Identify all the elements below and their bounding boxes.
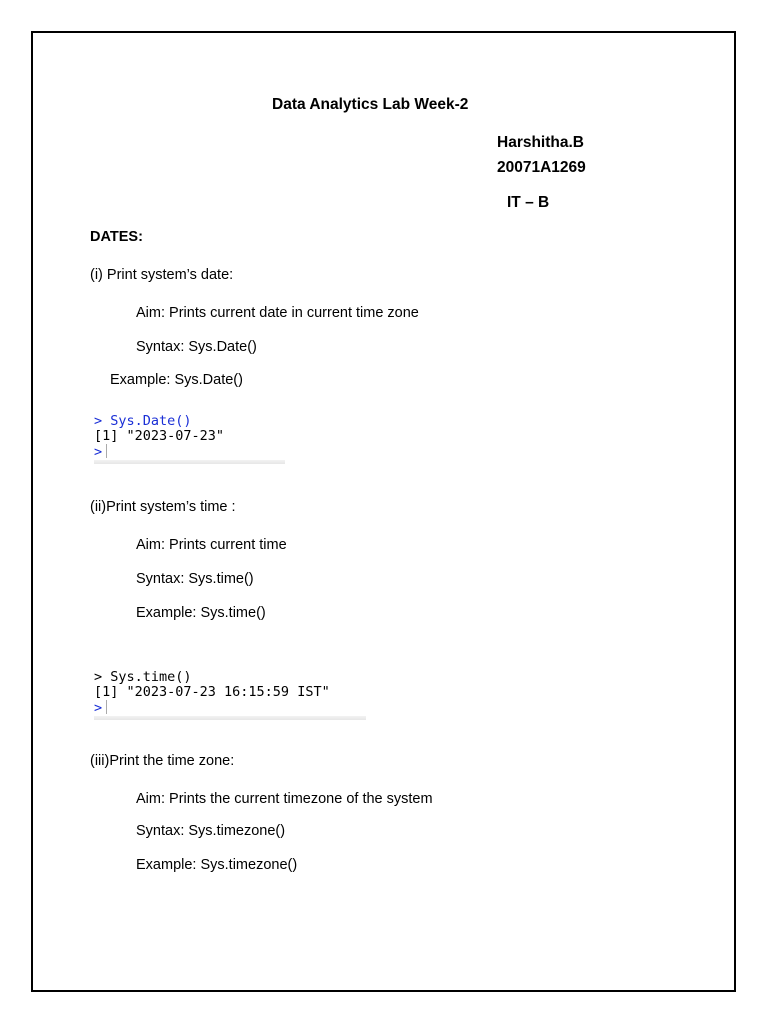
item-1-example: Example: Sys.Date() — [110, 372, 243, 388]
item-2-heading: (ii)Print system’s time : — [90, 499, 236, 515]
item-2-aim: Aim: Prints current time — [136, 537, 287, 553]
item-1-heading: (i) Print system’s date: — [90, 267, 234, 283]
author-name: Harshitha.B — [497, 134, 584, 151]
console-scroll-strip — [94, 460, 285, 464]
console-output-1 — [94, 414, 285, 464]
item-1-aim: Aim: Prints current date in current time zone — [136, 305, 419, 321]
console-prompt: > — [94, 700, 103, 716]
console-command: > Sys.Date() — [94, 413, 192, 429]
text-cursor — [106, 700, 107, 714]
console-prompt: > — [94, 444, 103, 460]
item-2-example: Example: Sys.time() — [136, 605, 266, 621]
section-heading: DATES: — [90, 229, 143, 245]
document-title: Data Analytics Lab Week-2 — [272, 96, 469, 113]
console-result: [1] "2023-07-23 16:15:59 IST" — [94, 684, 330, 700]
item-2-syntax: Syntax: Sys.time() — [136, 571, 254, 587]
item-3-aim: Aim: Prints the current timezone of the system — [136, 791, 433, 807]
item-3-example: Example: Sys.timezone() — [136, 857, 298, 873]
section-label: IT – B — [507, 194, 550, 211]
text-cursor — [106, 444, 107, 458]
console-scroll-strip — [94, 716, 366, 720]
roll-number: 20071A1269 — [497, 159, 586, 176]
item-3-syntax: Syntax: Sys.timezone() — [136, 823, 286, 839]
item-1-syntax: Syntax: Sys.Date() — [136, 339, 257, 355]
item-3-heading: (iii)Print the time zone: — [90, 753, 235, 769]
console-output-2 — [94, 670, 366, 720]
console-command: > Sys.time() — [94, 669, 192, 685]
console-result: [1] "2023-07-23" — [94, 428, 225, 444]
